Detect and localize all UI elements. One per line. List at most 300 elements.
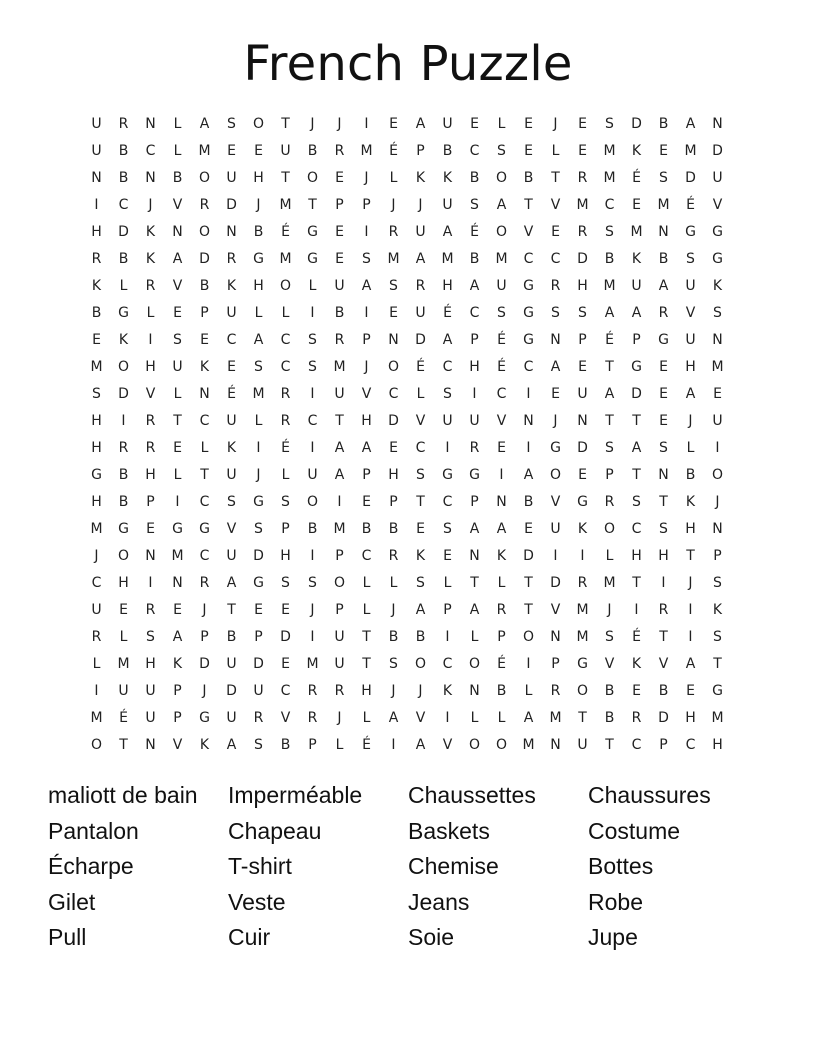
grid-letter: I [580,548,585,564]
grid-letter: J [607,602,612,618]
grid-letter: D [550,575,561,591]
grid-letter: O [198,170,211,186]
grid-letter: U [415,305,426,321]
grid-letter: J [202,683,207,699]
grid-letter: L [173,116,182,132]
grid-letter: B [118,143,129,159]
grid-letter: N [712,116,723,132]
grid-letter: H [685,359,696,375]
grid-letter: T [281,116,290,132]
grid-letter: S [254,521,263,537]
grid-letter: M [360,143,373,159]
grid-letter: H [253,170,264,186]
grid-letter: L [92,656,101,672]
grid-letter: T [362,629,371,645]
grid-letter: O [306,170,319,186]
grid-letter: E [659,386,668,402]
grid-letter: D [712,143,723,159]
grid-letter: E [335,251,344,267]
grid-letter: N [145,548,156,564]
grid-letter: M [603,575,616,591]
grid-letter: L [551,143,560,159]
grid-letter: U [712,170,723,186]
grid-letter: A [523,467,534,483]
grid-letter: I [661,575,666,591]
grid-letter: R [631,710,642,726]
grid-letter: I [310,629,315,645]
word-list-item: Pantalon [48,817,139,844]
grid-letter: S [497,143,506,159]
grid-letter: K [712,602,723,618]
grid-letter: L [362,575,371,591]
grid-row [83,543,731,570]
grid-letter: H [685,521,696,537]
grid-letter: T [605,413,614,429]
grid-letter: G [199,521,210,537]
grid-letter: C [307,413,318,429]
grid-letter: V [145,386,156,402]
grid-letter: G [307,224,318,240]
grid-letter: D [415,332,426,348]
grid-letter: E [389,305,398,321]
grid-letter: D [631,116,642,132]
grid-letter: R [91,629,102,645]
grid-letter: A [469,602,480,618]
grid-letter: E [524,143,533,159]
grid-letter: L [443,575,452,591]
grid-letter: L [119,278,128,294]
grid-letter: J [148,197,153,213]
grid-letter: K [145,224,156,240]
grid-letter: O [198,224,211,240]
grid-letter: M [522,737,535,753]
grid-letter: E [254,602,263,618]
grid-letter: U [334,278,345,294]
grid-letter: G [172,521,183,537]
grid-letter: G [712,251,723,267]
grid-letter: U [685,332,696,348]
grid-letter: C [604,197,615,213]
grid-letter: R [577,575,588,591]
grid-letter: E [659,143,668,159]
grid-letter: B [118,251,129,267]
grid-letter: U [307,467,318,483]
grid-letter: E [254,143,263,159]
grid-letter: M [306,656,319,672]
grid-letter: P [578,332,587,348]
grid-letter: S [308,359,317,375]
grid-letter: O [495,737,508,753]
grid-letter: T [605,359,614,375]
grid-letter: I [445,440,450,456]
grid-letter: C [118,197,129,213]
grid-row [83,516,731,543]
grid-letter: O [252,116,265,132]
grid-letter: I [310,386,315,402]
grid-letter: V [442,737,453,753]
grid-letter: M [711,359,724,375]
grid-letter: E [632,197,641,213]
grid-letter: T [686,548,695,564]
grid-letter: H [361,413,372,429]
grid-letter: L [254,413,263,429]
grid-letter: D [280,629,291,645]
grid-letter: S [308,332,317,348]
grid-letter: B [361,521,372,537]
word-list-item: Veste [228,888,286,915]
grid-letter: E [146,521,155,537]
grid-letter: T [335,413,344,429]
grid-letter: S [308,575,317,591]
grid-letter: E [416,521,425,537]
grid-letter: J [337,710,342,726]
grid-letter: J [391,683,396,699]
grid-letter: A [415,251,426,267]
word-list-item: Écharpe [48,853,134,879]
grid-letter: I [364,116,369,132]
grid-letter: E [173,602,182,618]
grid-letter: R [577,224,588,240]
grid-letter: A [469,278,480,294]
word-list-item: Jeans [408,888,470,915]
grid-letter: B [253,224,264,240]
grid-letter: J [553,413,558,429]
grid-letter: U [469,413,480,429]
grid-letter: P [281,521,290,537]
grid-letter: I [364,305,369,321]
grid-letter: M [171,548,184,564]
grid-letter: M [279,251,292,267]
grid-letter: H [280,548,291,564]
grid-letter: J [391,602,396,618]
grid-letter: G [523,278,534,294]
grid-letter: E [524,521,533,537]
grid-letter: L [497,710,506,726]
grid-letter: U [226,548,237,564]
grid-letter: J [256,467,261,483]
grid-letter: V [226,521,237,537]
grid-letter: H [253,278,264,294]
grid-letter: H [91,413,102,429]
grid-letter: E [389,116,398,132]
grid-letter: J [364,170,369,186]
grid-letter: U [334,656,345,672]
grid-letter: J [391,197,396,213]
grid-letter: E [173,440,182,456]
grid-letter: U [226,413,237,429]
grid-letter: T [227,602,236,618]
grid-letter: R [280,413,291,429]
grid-row [83,165,731,192]
grid-letter: C [199,413,210,429]
grid-letter: B [280,737,291,753]
grid-letter: A [685,116,696,132]
grid-letter: S [497,305,506,321]
grid-letter: M [441,251,454,267]
grid-letter: I [310,440,315,456]
grid-letter: A [442,224,453,240]
grid-letter: T [281,170,290,186]
grid-letter: M [90,359,103,375]
grid-letter: É [443,305,452,321]
grid-row [83,327,731,354]
grid-letter: R [658,305,669,321]
grid-letter: A [172,251,183,267]
grid-letter: C [496,386,507,402]
grid-letter: B [469,251,480,267]
grid-letter: R [145,413,156,429]
grid-letter: N [172,575,183,591]
grid-letter: U [226,467,237,483]
grid-letter: A [523,710,534,726]
grid-letter: I [310,305,315,321]
grid-letter: N [145,116,156,132]
grid-letter: D [631,386,642,402]
grid-letter: E [578,359,587,375]
grid-letter: R [118,116,129,132]
grid-letter: D [253,548,264,564]
grid-letter: G [685,224,696,240]
grid-letter: J [418,197,423,213]
grid-letter: R [307,683,318,699]
grid-letter: C [442,494,453,510]
grid-letter: G [523,305,534,321]
grid-letter: C [469,143,480,159]
grid-letter: D [226,197,237,213]
grid-letter: N [145,170,156,186]
grid-letter: B [334,305,345,321]
grid-row [83,462,731,489]
grid-letter: E [281,602,290,618]
grid-letter: S [713,575,722,591]
grid-letter: S [659,170,668,186]
grid-letter: G [118,305,129,321]
grid-letter: J [94,548,99,564]
grid-letter: T [119,737,128,753]
grid-letter: S [443,521,452,537]
grid-letter: R [118,440,129,456]
grid-letter: J [337,116,342,132]
grid-letter: P [605,467,614,483]
grid-letter: O [495,170,508,186]
grid-letter: N [550,737,561,753]
grid-letter: O [495,224,508,240]
grid-letter: K [415,548,426,564]
grid-row [83,273,731,300]
grid-row [83,570,731,597]
grid-letter: G [253,575,264,591]
grid-letter: B [118,170,129,186]
grid-letter: T [524,197,533,213]
grid-letter: G [712,224,723,240]
grid-letter: U [91,116,102,132]
grid-letter: C [199,548,210,564]
grid-letter: P [200,305,209,321]
grid-letter: T [524,575,533,591]
word-list-item: Pull [48,924,87,950]
grid-letter: U [91,143,102,159]
grid-letter: A [226,575,237,591]
grid-letter: H [91,440,102,456]
grid-letter: S [92,386,101,402]
grid-letter: U [631,278,642,294]
grid-letter: V [280,710,291,726]
grid-letter: L [335,737,344,753]
grid-letter: K [712,278,723,294]
grid-letter: T [551,170,560,186]
grid-letter: O [117,359,130,375]
grid-letter: S [362,251,371,267]
grid-letter: L [281,305,290,321]
grid-letter: L [254,305,263,321]
grid-letter: P [362,467,371,483]
grid-letter: A [658,278,669,294]
grid-letter: S [227,116,236,132]
grid-letter: V [604,656,615,672]
grid-letter: M [630,224,643,240]
grid-letter: T [362,656,371,672]
grid-letter: R [199,197,210,213]
grid-row [83,354,731,381]
grid-letter: C [550,251,561,267]
grid-letter: T [632,467,641,483]
grid-letter: R [388,548,399,564]
grid-letter: H [712,737,723,753]
grid-letter: R [253,710,264,726]
grid-letter: C [415,440,426,456]
grid-letter: E [551,386,560,402]
grid-letter: K [496,548,507,564]
word-list [48,778,788,956]
grid-letter: P [443,602,452,618]
grid-letter: B [658,251,669,267]
grid-letter: A [469,521,480,537]
grid-letter: O [333,575,346,591]
grid-letter: G [712,683,723,699]
grid-letter: A [496,197,507,213]
grid-letter: R [334,332,345,348]
grid-letter: N [550,629,561,645]
grid-letter: I [472,386,477,402]
grid-letter: J [688,575,693,591]
grid-letter: R [199,575,210,591]
grid-letter: N [658,224,669,240]
grid-letter: E [497,440,506,456]
grid-letter: C [469,305,480,321]
grid-row [83,705,731,732]
grid-letter: A [361,440,372,456]
grid-letter: S [605,116,614,132]
word-list-item: Chaussettes [408,782,536,808]
grid-letter: K [91,278,102,294]
grid-letter: E [578,143,587,159]
grid-letter: V [658,656,669,672]
grid-letter: B [91,305,102,321]
grid-letter: G [307,251,318,267]
grid-letter: H [118,575,129,591]
grid-letter: H [469,359,480,375]
grid-letter: G [577,494,588,510]
grid-letter: G [577,656,588,672]
grid-letter: S [713,629,722,645]
grid-letter: L [389,170,398,186]
grid-letter: S [281,494,290,510]
grid-row [83,597,731,624]
grid-row [83,246,731,273]
grid-letter: O [711,467,724,483]
grid-letter: N [496,494,507,510]
grid-letter: L [173,386,182,402]
grid-letter: V [415,710,426,726]
grid-letter: R [496,602,507,618]
grid-letter: I [688,602,693,618]
grid-letter: A [496,521,507,537]
grid-letter: K [226,440,237,456]
grid-letter: U [172,359,183,375]
word-list-item: Cuir [228,924,271,950]
grid-letter: A [631,440,642,456]
grid-row [83,678,731,705]
grid-letter: K [172,656,183,672]
grid-letter: J [310,602,315,618]
grid-letter: O [117,548,130,564]
grid-letter: R [577,170,588,186]
grid-letter: L [470,710,479,726]
grid-letter: R [415,278,426,294]
grid-letter: M [279,197,292,213]
grid-letter: E [443,548,452,564]
grid-row [83,408,731,435]
grid-letter: K [631,143,642,159]
word-list-item: Jupe [588,924,638,950]
grid-letter: É [416,359,425,375]
grid-letter: U [226,170,237,186]
grid-letter: C [523,251,534,267]
grid-letter: É [605,332,614,348]
grid-letter: C [442,656,453,672]
grid-letter: M [90,521,103,537]
grid-letter: R [91,251,102,267]
grid-letter: V [550,494,561,510]
grid-letter: B [469,170,480,186]
grid-letter: U [253,683,264,699]
grid-letter: É [119,710,128,726]
grid-letter: E [335,170,344,186]
grid-letter: D [118,224,129,240]
grid-letter: R [145,602,156,618]
grid-letter: D [388,413,399,429]
grid-letter: S [659,521,668,537]
grid-letter: P [362,197,371,213]
grid-letter: L [389,575,398,591]
grid-letter: B [118,494,129,510]
grid-letter: P [416,143,425,159]
grid-letter: T [173,413,182,429]
grid-row [83,624,731,651]
grid-letter: E [200,332,209,348]
grid-letter: I [445,629,450,645]
grid-letter: U [442,413,453,429]
grid-letter: V [361,386,372,402]
grid-letter: H [658,548,669,564]
grid-row [83,300,731,327]
grid-letter: J [553,116,558,132]
grid-letter: V [685,305,696,321]
grid-row [83,732,731,759]
grid-letter: U [496,278,507,294]
grid-letter: V [172,197,183,213]
grid-letter: E [686,683,695,699]
